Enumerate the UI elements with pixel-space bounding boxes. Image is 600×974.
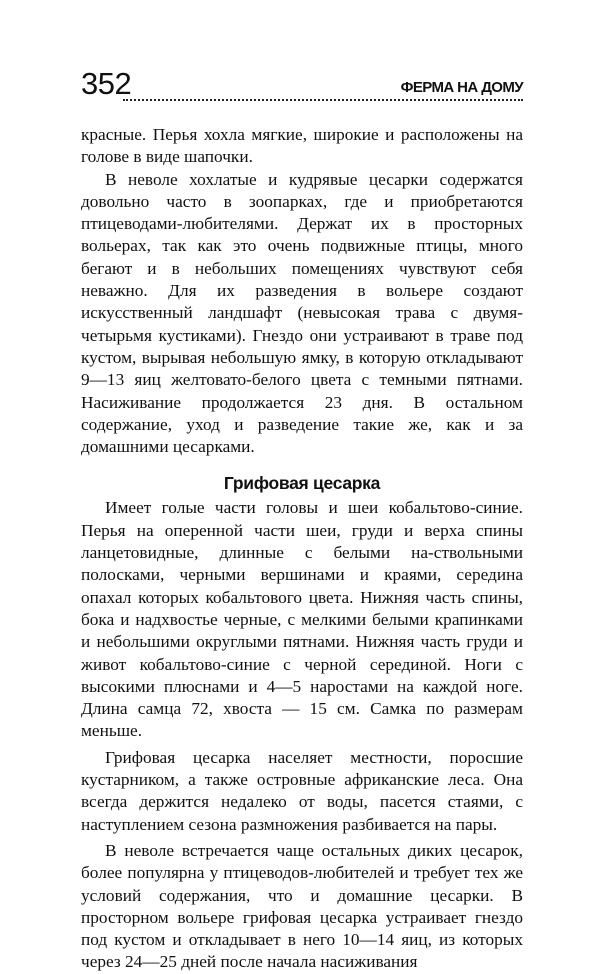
running-title: ФЕРМА НА ДОМУ — [400, 79, 523, 96]
paragraph-captive-keeping: В неволе хохлатые и кудрявые цесарки содержатся довольно часто в зоопарках, где и приобретаются птицеводами-любителями. Держат их в просторных вольерах, так как это очень подвижные птицы, много бегают и в небольших помещениях чувствуют себя неважно. Для их разведения в вольере создают искусственный ландшафт (невысокая трава с двумя-четырьмя кустиками). Гнездо они устраивают в траве под кустом, вырывая небольшую ямку, в которую откладывают 9—13 яиц желтовато-белого цвета с темными пятнами. Насиживание продолжается 23 дня. В остальном содержание, уход и разведение такие же, как и за домашними цесарками. — [81, 169, 523, 457]
header-dotted-rule — [123, 99, 523, 101]
paragraph-continuation: красные. Перья хохла мягкие, широкие и расположены на голове в виде шапочки. — [81, 125, 523, 167]
paragraph-habitat: Грифовая цесарка населяет местности, поросшие кустарником, а также островные африканские леса. Она всегда держится недалеко от воды, пасется стаями, с наступлением сезона размножения разбивается на пары. — [81, 747, 523, 834]
page-number: 352 — [81, 66, 132, 101]
page-body — [81, 124, 523, 974]
section-heading: Грифовая цесарка — [223, 473, 381, 494]
paragraph-description: Имеет голые части головы и шеи кобальтово-синие. Перья на оперенной части шеи, груди и верха спины ланцетовидные, длинные с белыми на-ствольными полосками, черными вершинами и краями, середина опахал которых кобальтового цвета. Нижняя часть спины, бока и надхвостье черные, с мелкими белыми крапинками и небольшими округлыми пятнами. Нижняя часть груди и живот кобальтово-синие с черной серединой. Ноги с высокими плюснами и 4—5 наростами на каждой ноге. Длина самца 72, хвоста — 15 см. Самка по размерам меньше. — [81, 498, 523, 741]
paragraph-captivity: В неволе встречается чаще остальных диких цесарок, более популярна у птицеводов-любителей и требует тех же условий содержания, что и домашние цесарки. В просторном вольере грифовая цесарка устраивает гнездо под кустом и откладывает в него 10—14 яиц, из которых через 24—25 дней после начала насиживания — [81, 840, 523, 972]
book-page — [81, 58, 523, 974]
page-header — [81, 58, 523, 104]
